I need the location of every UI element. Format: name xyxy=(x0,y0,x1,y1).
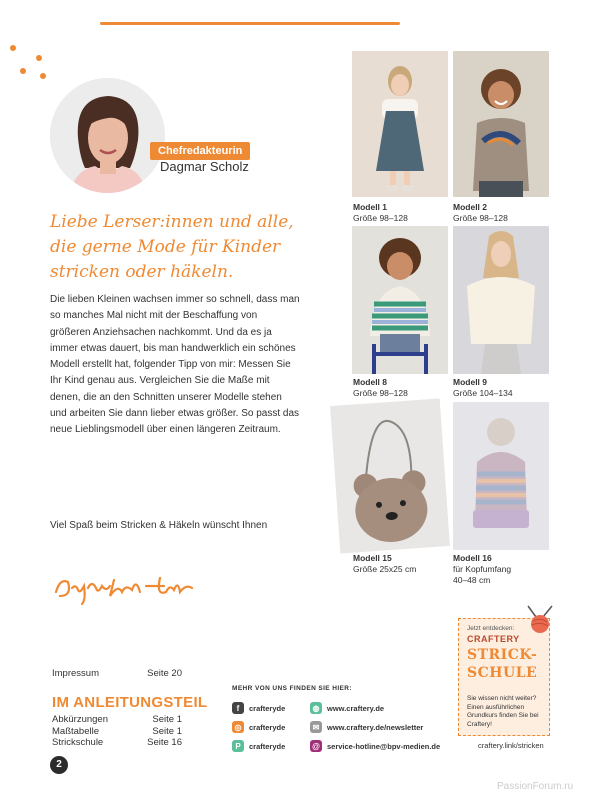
decor-dot xyxy=(10,45,16,51)
editorial-closing: Viel Spaß beim Stricken & Häkeln wünscht Ihnen xyxy=(50,520,268,531)
caption-title: Modell 2 xyxy=(453,202,488,212)
caption-modell-1 xyxy=(353,202,408,224)
toc-page: Seite 1 xyxy=(152,725,182,737)
promo-title xyxy=(467,646,537,682)
toc-heading: IM ANLEITUNGSTEIL xyxy=(52,694,208,711)
social-email-address: service-hotline@bpv-medien.de xyxy=(327,741,441,751)
page-number: 2 xyxy=(50,756,68,774)
social-facebook[interactable] xyxy=(232,702,285,714)
social-handle: crafteryde xyxy=(249,703,286,713)
header-rule xyxy=(100,22,400,25)
promo-brand: CRAFTERY xyxy=(467,634,520,644)
caption-title: Modell 9 xyxy=(453,377,488,387)
caption-size: Größe 98–128 xyxy=(353,213,408,223)
social-url: www.craftery.de/newsletter xyxy=(327,722,424,732)
caption-size: Größe 104–134 xyxy=(453,388,513,398)
toc-item[interactable] xyxy=(52,737,182,749)
toc-label: Maßtabelle xyxy=(52,725,99,737)
photo-modell-16 xyxy=(453,402,549,550)
decor-dot xyxy=(36,55,42,61)
social-url: www.craftery.de xyxy=(327,703,385,713)
caption-size: Größe 98–128 xyxy=(353,388,408,398)
caption-title: Modell 8 xyxy=(353,377,388,387)
promo-title-line2: SCHULE xyxy=(467,665,538,681)
editor-avatar xyxy=(50,78,165,193)
watermark: PassionForum.ru xyxy=(497,781,574,792)
caption-modell-16 xyxy=(453,553,511,586)
promo-teaser: Jetzt entdecken: xyxy=(467,625,515,632)
caption-modell-9 xyxy=(453,377,513,399)
promo-title-line1: STRICK- xyxy=(467,647,538,663)
social-pinterest[interactable] xyxy=(232,740,285,752)
social-handle: crafteryde xyxy=(249,722,286,732)
toc-label: Abkürzungen xyxy=(52,714,108,725)
caption-modell-8 xyxy=(353,377,408,399)
social-instagram[interactable] xyxy=(232,721,285,733)
editorial-body: Die lieben Kleinen wachsen immer so schnell, dass man so manches Mal nicht mit der Beschaffung von größeren Anziehsachen nachkommt. Und da es ja immer etwas dauert, bis man handwerklich ein schönes Modell erstellt hat, folgender Tipp von mir: Messen Sie Ihr Kind genau aus. Vergleichen Sie die Maße mit denen, die an den Schnitten unserer Modelle stehen und arbeiten Sie dann lieber etwas größer. So passt das neue Lieblingsmodell über einen längeren Zeitraum. xyxy=(50,294,300,436)
facebook-icon: f xyxy=(232,702,244,714)
decor-dot xyxy=(20,68,26,74)
toc-label: Impressum xyxy=(52,668,99,679)
caption-size-range: 40–48 cm xyxy=(453,575,491,585)
photo-modell-2 xyxy=(453,51,549,197)
caption-title: Modell 1 xyxy=(353,202,388,212)
yarn-ball-icon xyxy=(522,604,556,639)
promo-link[interactable]: craftery.link/stricken xyxy=(478,741,544,750)
photo-modell-15 xyxy=(330,398,450,553)
social-email[interactable] xyxy=(310,740,440,752)
photo-modell-1 xyxy=(352,51,448,197)
toc-list xyxy=(52,714,182,749)
caption-size: Größe 98–128 xyxy=(453,213,508,223)
instagram-icon: ◎ xyxy=(232,721,244,733)
decor-dot xyxy=(40,73,46,79)
at-icon: @ xyxy=(310,740,322,752)
photo-modell-8 xyxy=(352,226,448,374)
caption-title: Modell 15 xyxy=(353,553,392,563)
editor-role: Chefredakteurin xyxy=(150,142,250,160)
toc-page: Seite 16 xyxy=(147,737,182,748)
toc-page: Seite 20 xyxy=(147,668,182,679)
pinterest-icon: P xyxy=(232,740,244,752)
globe-icon: ◍ xyxy=(310,702,322,714)
toc-label: Strickschule xyxy=(52,737,104,748)
toc-impressum[interactable] xyxy=(52,668,182,680)
caption-modell-2 xyxy=(453,202,508,224)
photo-modell-9 xyxy=(453,226,549,374)
mail-icon: ✉ xyxy=(310,721,322,733)
editorial-headline: Liebe Lerser:innen und alle, die gerne Mode für Kinder stricken oder häkeln. xyxy=(50,212,294,282)
promo-description: Sie wissen nicht weiter? Einen ausführlichen Grundkurs finden Sie bei Craftery! xyxy=(467,695,539,728)
signature xyxy=(52,570,197,611)
social-title: MEHR VON UNS FINDEN SIE HIER: xyxy=(232,685,352,692)
caption-title: Modell 16 xyxy=(453,553,492,563)
caption-size: Größe 25x25 cm xyxy=(353,564,417,574)
social-web[interactable] xyxy=(310,702,384,714)
caption-modell-15 xyxy=(353,553,416,575)
caption-size: für Kopfumfang xyxy=(453,564,512,574)
social-newsletter[interactable] xyxy=(310,721,423,733)
editor-name: Dagmar Scholz xyxy=(160,159,249,174)
toc-item[interactable] xyxy=(52,726,182,738)
toc-item[interactable] xyxy=(52,714,182,726)
social-handle: crafteryde xyxy=(249,741,286,751)
toc-page: Seite 1 xyxy=(152,714,182,725)
